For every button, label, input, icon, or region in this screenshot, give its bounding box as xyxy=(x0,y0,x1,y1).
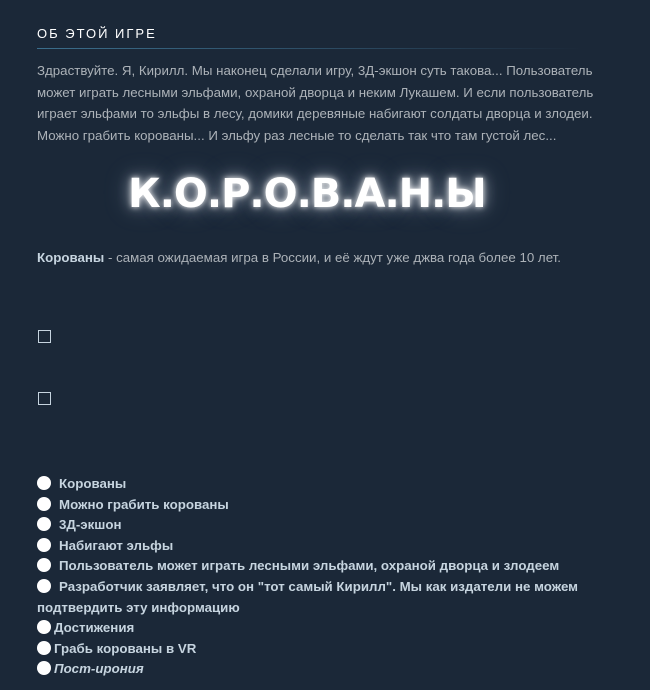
feature-label: Корованы xyxy=(59,476,127,491)
bullet-icon xyxy=(37,497,51,511)
section-title: ОБ ЭТОЙ ИГРЕ xyxy=(37,26,157,41)
tagline-text: - самая ожидаемая игра в России, и её ждут уже джва года более 10 лет. xyxy=(104,250,561,265)
bullet-icon xyxy=(37,558,51,572)
feature-label: Разработчик заявляет, что он "тот самый Кирилл". Мы как издатели не можем подтвердить эту информацию xyxy=(37,578,578,615)
feature-item xyxy=(37,495,627,516)
bullet-icon xyxy=(37,620,51,634)
feature-item xyxy=(37,618,627,639)
feature-item xyxy=(37,515,627,536)
feature-label: Набигают эльфы xyxy=(59,537,174,553)
feature-item xyxy=(37,536,627,557)
bullet-icon xyxy=(37,517,51,531)
feature-item xyxy=(37,556,627,577)
feature-item xyxy=(37,659,627,680)
feature-label: Достижения xyxy=(54,620,135,636)
bullet-icon xyxy=(37,579,51,593)
feature-item xyxy=(37,474,627,495)
bullet-icon xyxy=(37,538,51,552)
feature-label: Можно грабить корованы xyxy=(59,496,229,512)
feature-label: Пост-ирония xyxy=(54,661,144,677)
feature-item xyxy=(37,577,627,618)
game-tagline xyxy=(37,248,627,268)
feature-item xyxy=(37,639,627,660)
feature-label: Грабь корованы в VR xyxy=(54,640,197,656)
game-description-text: Здраствуйте. Я, Кирилл. Мы наконец сделали игру, 3Д-экшон суть такова... Пользователь может играть лесными эльфами, охраной дворца и неким Лукашем. И если пользователь играет эльфами то эльфы в лесу, домики деревяные набигают солдаты дворца и злодеи. Можно грабить корованы... И эльфу раз лесные то сделать так что там густой лес... xyxy=(37,63,594,143)
broken-image-placeholder-icon xyxy=(38,392,51,405)
bullet-icon xyxy=(37,641,51,655)
feature-label: Пользователь может играть лесными эльфами, охраной дворца и злодеем xyxy=(59,558,560,574)
section-header xyxy=(37,26,582,49)
tagline-game-name: Корованы xyxy=(37,250,105,265)
bullet-icon xyxy=(37,661,51,675)
game-logo-banner: К.О.Р.О.В.А.Н.Ы xyxy=(128,171,486,217)
feature-label: 3Д-экшон xyxy=(59,517,122,533)
bullet-icon xyxy=(37,476,51,490)
feature-list xyxy=(37,474,627,680)
broken-image-placeholder-icon xyxy=(38,330,51,343)
